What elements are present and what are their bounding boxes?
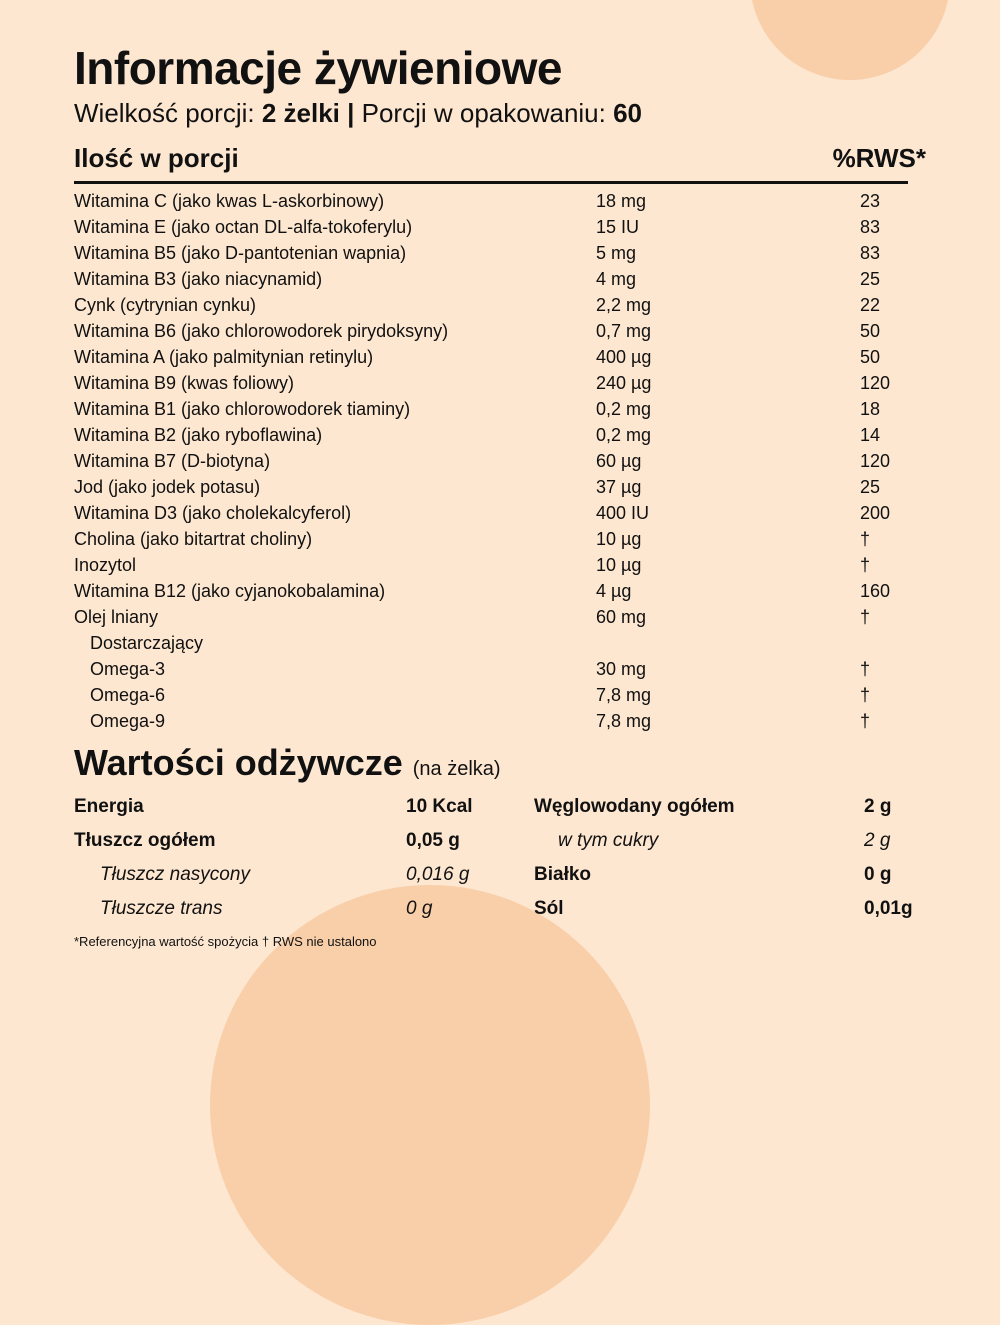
ingredient-amount: 240 µg [596,373,652,393]
amount-per-serving-header: Ilość w porcji [74,143,239,173]
nutrition-value: 0,016 g [406,864,470,885]
ingredient-rws: 83 [860,243,881,263]
nutrition-title-text: Wartości odżywcze [74,742,403,783]
nutrition-label: Białko [534,864,592,885]
ingredient-amount: 15 IU [596,217,640,237]
ingredient-name: Witamina B3 (jako niacynamid) [74,269,323,289]
table-row [74,656,926,682]
ingredient-rws: † [860,529,871,549]
nutrition-value: 0,01g [864,898,913,919]
table-row [74,292,926,318]
ingredient-name: Dostarczający [90,633,204,653]
nutrition-row [0,792,1000,822]
ingredient-name: Cholina (jako bitartrat choliny) [74,529,313,549]
ingredient-rws: † [860,607,871,627]
ingredient-name: Cynk (cytrynian cynku) [74,295,257,315]
ingredient-name: Witamina B6 (jako chlorowodorek pirydoksyny) [74,321,449,341]
nutrition-label: Tłuszcze trans [100,898,223,919]
header-divider [74,181,908,184]
ingredient-name: Witamina B12 (jako cyjanokobalamina) [74,581,386,601]
ingredient-amount: 10 µg [596,529,642,549]
nutrition-value: 10 Kcal [406,796,473,817]
nutrition-label: Tłuszcz ogółem [74,830,216,851]
ingredient-rws: 50 [860,347,881,367]
ingredient-amount: 7,8 mg [596,711,652,731]
table-row [74,266,926,292]
table-row [74,240,926,266]
nutrition-value: 0 g [864,864,892,885]
ingredient-rws: 14 [860,425,881,445]
ingredient-amount: 4 mg [596,269,637,289]
nutrition-label: Energia [74,796,144,817]
ingredient-name: Inozytol [74,555,137,575]
ingredient-name: Witamina C (jako kwas L-askorbinowy) [74,191,385,211]
table-row [74,422,926,448]
nutrition-row [0,860,1000,890]
nutrition-title [74,738,501,794]
ingredient-name: Witamina B7 (D-biotyna) [74,451,271,471]
ingredient-rws: † [860,659,871,679]
table-row [74,500,926,526]
nutrition-label: Węglowodany ogółem [534,796,735,817]
ingredient-name: Omega-9 [90,711,166,731]
serving-info [74,96,642,130]
ingredient-name: Witamina B9 (kwas foliowy) [74,373,295,393]
ingredient-name: Witamina B5 (jako D-pantotenian wapnia) [74,243,407,263]
servings-count-value: 60 [613,98,643,128]
ingredient-name: Witamina B2 (jako ryboflawina) [74,425,323,445]
ingredient-rws: 25 [860,269,881,289]
table-row [74,682,926,708]
ingredient-amount: 60 mg [596,607,647,627]
nutrition-row [0,826,1000,856]
ingredient-name: Witamina B1 (jako chlorowodorek tiaminy) [74,399,411,419]
table-row [74,474,926,500]
ingredient-amount: 0,2 mg [596,425,652,445]
table-row [74,578,926,604]
footnote: *Referencyjna wartość spożycia † RWS nie ustalono [74,934,377,949]
ingredient-rws: 200 [860,503,891,523]
ingredient-amount: 400 µg [596,347,652,367]
table-row [74,344,926,370]
nutrition-value: 2 g [864,830,891,851]
table-row [74,214,926,240]
ingredient-name: Omega-6 [90,685,166,705]
ingredient-rws: † [860,711,871,731]
ingredient-amount: 37 µg [596,477,642,497]
ingredient-amount: 2,2 mg [596,295,652,315]
ingredient-rws: 22 [860,295,881,315]
ingredients-table [74,188,926,734]
ingredient-rws: 50 [860,321,881,341]
nutrition-value: 2 g [864,796,892,817]
nutrition-label: w tym cukry [558,830,659,851]
serving-separator: | [339,98,362,128]
serving-size-value: 2 żelki [261,98,340,128]
ingredient-amount: 5 mg [596,243,637,263]
servings-count-label: Porcji w opakowaniu: [361,98,614,128]
table-row [74,370,926,396]
page-title: Informacje żywieniowe [74,42,562,94]
ingredient-amount: 0,7 mg [596,321,652,341]
ingredient-amount: 60 µg [596,451,642,471]
table-row [74,396,926,422]
ingredient-rws: 18 [860,399,881,419]
ingredient-name: Witamina A (jako palmitynian retinylu) [74,347,374,367]
nutrition-per-unit: (na żelka) [412,758,501,780]
ingredient-rws: 23 [860,191,881,211]
ingredient-name: Witamina E (jako octan DL-alfa-tokoferylu) [74,217,413,237]
ingredient-name: Olej lniany [74,607,159,627]
ingredient-amount: 7,8 mg [596,685,652,705]
ingredient-rws: † [860,555,871,575]
nutrition-value: 0 g [406,898,433,919]
ingredient-amount: 4 µg [596,581,632,601]
nutrition-label: Sól [534,898,564,919]
nutrition-row [0,894,1000,924]
serving-size-label: Wielkość porcji: [74,98,262,128]
table-row [74,708,926,734]
table-row [74,448,926,474]
table-row [74,318,926,344]
table-row [74,604,926,630]
table-row [74,552,926,578]
ingredient-amount: 10 µg [596,555,642,575]
ingredient-rws: 120 [860,451,891,471]
ingredient-rws: 25 [860,477,881,497]
ingredient-rws: † [860,685,871,705]
nutrition-value: 0,05 g [406,830,460,851]
table-row [74,630,926,656]
ingredient-rws: 160 [860,581,891,601]
ingredient-rws: 120 [860,373,891,393]
ingredient-amount: 30 mg [596,659,647,679]
ingredient-amount: 0,2 mg [596,399,652,419]
decorative-circle-top [750,0,950,80]
nutrition-label: Tłuszcz nasycony [100,864,250,885]
ingredient-name: Witamina D3 (jako cholekalcyferol) [74,503,352,523]
ingredient-amount: 400 IU [596,503,650,523]
ingredient-rws: 83 [860,217,881,237]
ingredient-amount: 18 mg [596,191,647,211]
ingredient-name: Jod (jako jodek potasu) [74,477,261,497]
rws-header: %RWS* [832,143,926,173]
table-row [74,188,926,214]
table-row [74,526,926,552]
ingredient-name: Omega-3 [90,659,166,679]
